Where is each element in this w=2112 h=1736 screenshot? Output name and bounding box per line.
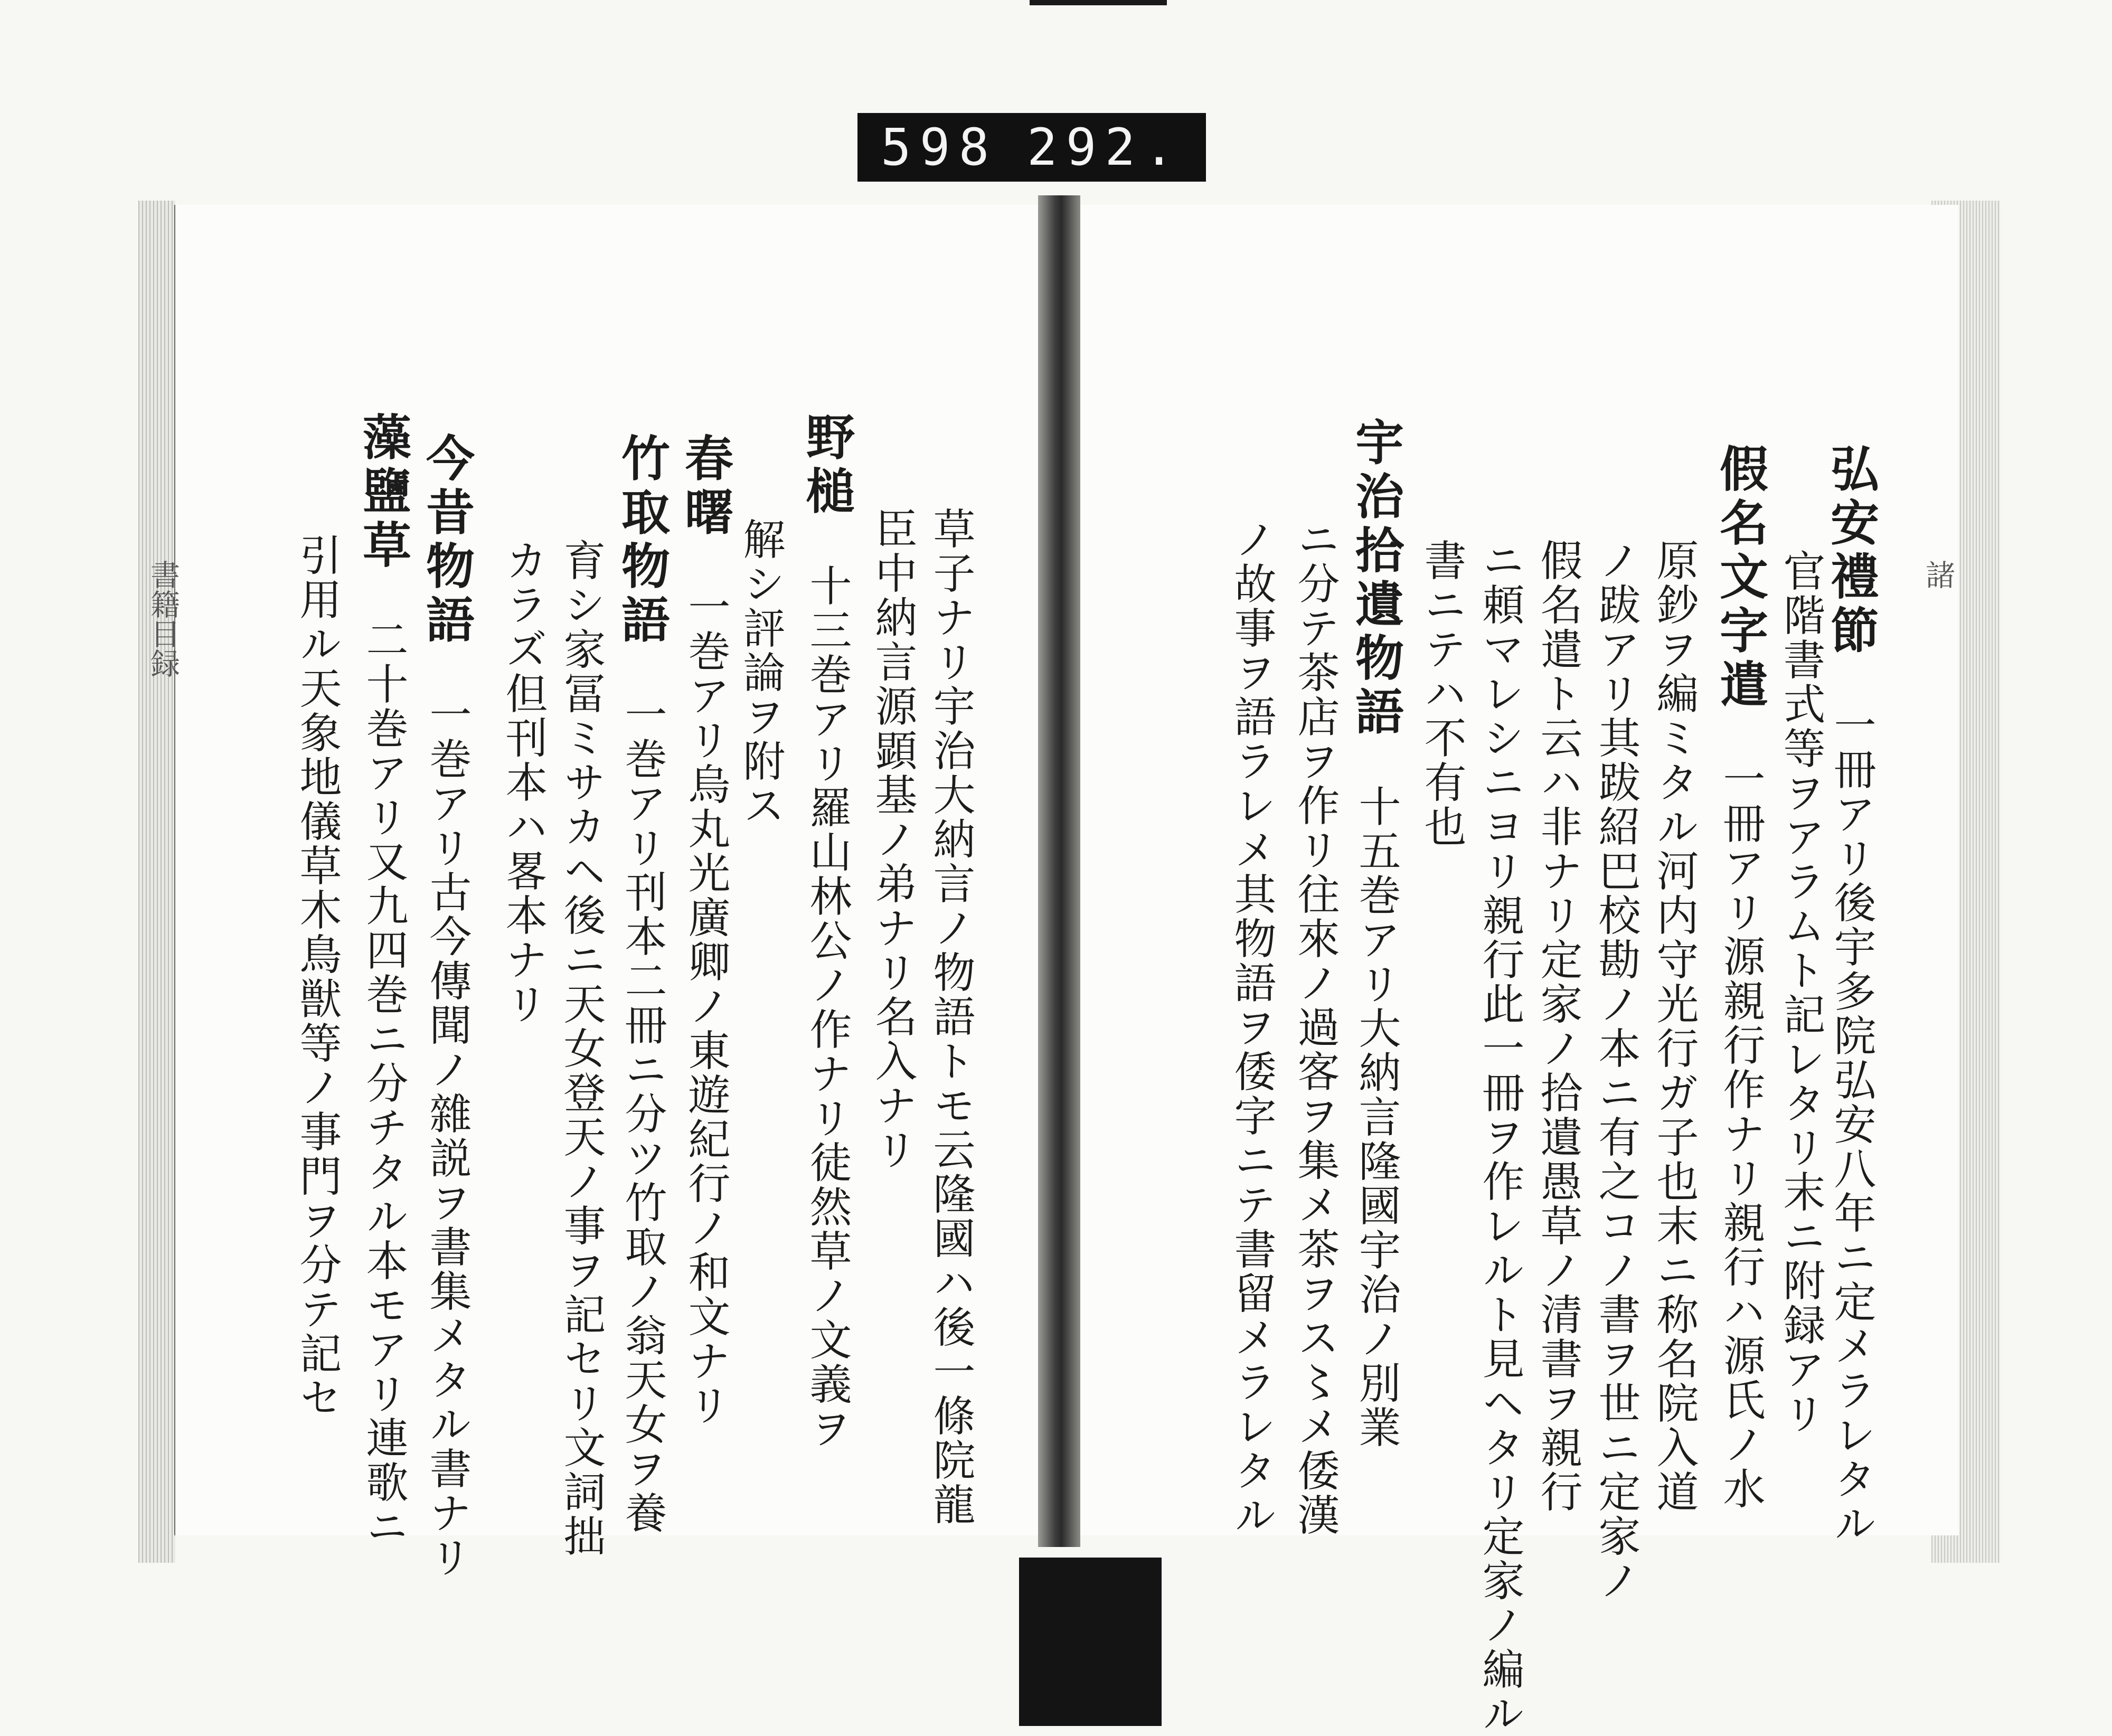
entry-title: 竹取物語 xyxy=(614,433,671,648)
entry-text: 一冊アリ源親行作ナリ親行ハ源氏ノ水 xyxy=(1716,713,1765,1511)
left-page-edges xyxy=(138,201,180,1563)
entry-title: 假名文字遣 xyxy=(1712,444,1769,713)
entry-title: 今昔物語 xyxy=(418,433,475,648)
left-col-11: 引用ル天象地儀草木鳥獣等ノ事門ヲ分テ記セ xyxy=(293,533,342,1420)
right-col-3 xyxy=(1712,444,1769,1511)
clip-bottom xyxy=(1019,1558,1162,1726)
entry-title: 野槌 xyxy=(798,412,855,520)
label-left-number: 598 xyxy=(881,118,998,177)
call-number-label xyxy=(857,113,1206,182)
right-col-11: ノ故事ヲ語ラレメ其物語ヲ倭字ニテ書留メラレタル xyxy=(1227,517,1276,1537)
clip-top xyxy=(1030,0,1167,5)
left-col-1: 草子ナリ宇治大納言ノ物語トモ云隆國ハ後一條院龍 xyxy=(926,507,975,1527)
left-col-4: 解シ評論ヲ附ス xyxy=(736,517,785,828)
entry-title: 藻鹽草 xyxy=(355,412,412,573)
right-col-1 xyxy=(1823,444,1880,1546)
entry-text: 十三巻アリ羅山林公ノ作ナリ徒然草ノ文義ヲ xyxy=(803,520,852,1451)
right-col-10: ニ分テ茶店ヲ作リ往來ノ過客ヲ集メ茶ヲス〻メ倭漢 xyxy=(1290,517,1340,1537)
left-col-3 xyxy=(798,412,855,1451)
left-col-7: 育シ家冨ミサカヘ後ニ天女登天ノ事ヲ記セリ文詞拙 xyxy=(557,539,606,1559)
left-col-6 xyxy=(614,433,671,1535)
entry-text: 二十巻アリ又九四巻ニ分チタル本モアリ連歌ニ xyxy=(359,573,408,1549)
right-col-5: ノ跋アリ其跋紹巴校勘ノ本ニ有之コノ書ヲ世ニ定家ノ xyxy=(1591,539,1640,1603)
right-col-6: 假名遣ト云ハ非ナリ定家ノ拾遺愚草ノ清書ヲ親行 xyxy=(1533,539,1582,1514)
right-col-9 xyxy=(1347,417,1404,1450)
left-col-8: カラズ但刊本ハ畧本ナリ xyxy=(498,539,548,1026)
left-col-10 xyxy=(355,412,412,1549)
entry-text: 十五巻アリ大納言隆國宇治ノ別業 xyxy=(1352,740,1401,1450)
entry-title: 春曙 xyxy=(677,433,734,541)
entry-title: 弘安禮節 xyxy=(1823,444,1880,659)
entry-text: 一冊アリ後宇多院弘安八年ニ定メラレタル xyxy=(1827,659,1876,1546)
entry-text: 一巻アリ烏丸光廣卿ノ東遊紀行ノ和文ナリ xyxy=(681,541,730,1428)
left-col-9 xyxy=(418,433,475,1580)
right-col-4: 原鈔ヲ編ミタル河内守光行ガ子也末ニ称名院入道 xyxy=(1649,539,1699,1514)
label-right-number: 292. xyxy=(1026,118,1183,177)
left-col-5 xyxy=(677,433,734,1428)
entry-title: 宇治拾遺物語 xyxy=(1347,417,1404,740)
entry-text: 一巻アリ古今傳聞ノ雜説ヲ書集メタル書ナリ xyxy=(422,648,472,1580)
right-col-7: ニ頼マレシニヨリ親行此一冊ヲ作レルト見ヘタリ定家ノ編ル xyxy=(1475,539,1524,1736)
right-page-margin-title: 諸 xyxy=(1921,560,1955,589)
right-col-2: 官階書式等ヲアラムト記レタリ末ニ附録アリ xyxy=(1776,549,1825,1436)
book-gutter xyxy=(1038,195,1080,1547)
left-page-margin-title: 書籍目録 xyxy=(146,560,180,678)
right-col-8: 書ニテハ不有也 xyxy=(1417,539,1466,849)
left-col-2: 臣中納言源顕基ノ弟ナリ名入ナリ xyxy=(868,507,917,1172)
entry-text: 一巻アリ刊本二冊ニ分ツ竹取ノ翁天女ヲ養 xyxy=(618,648,667,1535)
